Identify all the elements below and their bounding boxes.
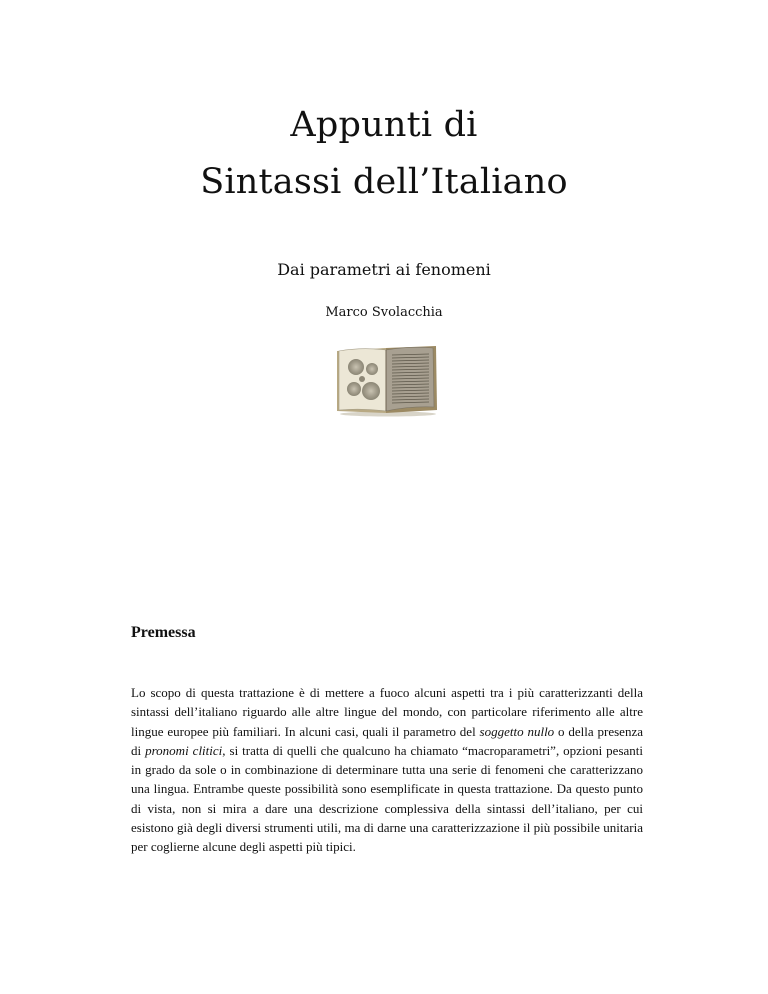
title-line-2: Sintassi dell’Italiano — [200, 162, 568, 202]
title-line-1: Appunti di — [290, 105, 478, 145]
premessa-paragraph — [131, 683, 643, 857]
paragraph-text-3: , si tratta di quelli che qualcuno ha chiamato “macroparametri”, opzioni pesanti in grado da sole o in combinazione di determinare tutta una serie di fenomeni che caratterizzano una lingua. Entrambe queste possibilità sono esemplificate in questa trattazione. Da questo punto di vista, non si mira a dare una descrizione complessiva della sintassi dell’italiano, per cui esistono già degli diversi strumenti utili, ma di darne una caratterizzazione il più possibile unitaria per coglierne alcune degli aspetti più tipici. — [131, 742, 643, 855]
emphasis-pronomi-clitici: pronomi clitici — [145, 742, 223, 758]
open-book-illustration — [334, 345, 440, 417]
emphasis-soggetto-nullo: soggetto nullo — [479, 723, 555, 739]
paragraph-text-2: o della presenza di — [131, 723, 643, 758]
paragraph-text-1: Lo scopo di questa trattazione è di mettere a fuoco alcuni aspetti tra i più caratterizzanti della sintassi dell’italiano riguardo alle altre lingue del mondo, con particolare riferimento alle altre lingue europee più familiari. In alcuni casi, quali il parametro del — [131, 685, 643, 739]
subtitle: Dai parametri ai fenomeni — [277, 260, 491, 279]
author-name: Marco Svolacchia — [325, 305, 443, 320]
section-heading-premessa: Premessa — [131, 624, 196, 641]
